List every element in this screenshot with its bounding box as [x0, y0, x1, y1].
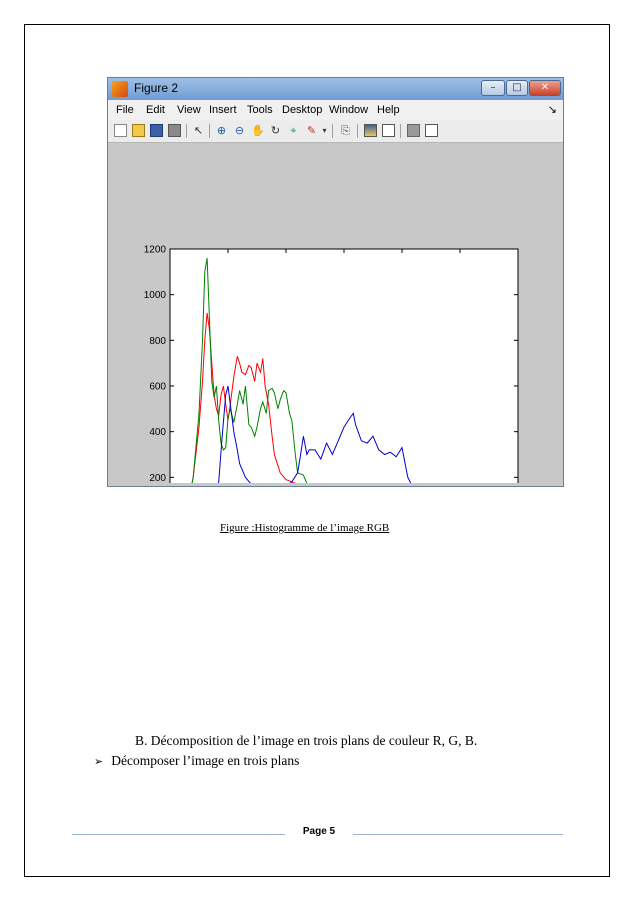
menu-help[interactable]: Help — [377, 104, 400, 116]
y-tick-label: 400 — [149, 427, 166, 439]
zoom-out-icon[interactable]: ⊖ — [234, 124, 245, 137]
save-icon[interactable] — [150, 124, 163, 137]
bullet-item — [94, 753, 299, 769]
menu-desktop[interactable]: Desktop — [282, 104, 323, 116]
menu-file[interactable]: File — [116, 104, 134, 116]
brush-icon[interactable]: ✎ — [306, 124, 317, 137]
open-file-icon[interactable] — [132, 124, 145, 137]
minimize-button[interactable]: – — [481, 80, 505, 96]
hide-plot-tools-icon[interactable] — [407, 124, 420, 137]
footer-rule-right — [353, 834, 563, 835]
pointer-icon[interactable]: ↖ — [193, 124, 204, 137]
menu-edit[interactable]: Edit — [146, 104, 165, 116]
y-tick-label: 200 — [149, 472, 166, 483]
zoom-in-icon[interactable]: ⊕ — [216, 124, 227, 137]
window-titlebar[interactable] — [108, 78, 563, 100]
data-cursor-icon[interactable]: ⌖ — [290, 124, 297, 137]
y-tick-label: 1200 — [143, 244, 166, 256]
toolbar-separator — [400, 124, 401, 138]
brush-dropdown-icon[interactable]: ▾ — [322, 126, 327, 135]
toolbar-separator — [186, 124, 187, 138]
figure-caption: Figure :Histogramme de l’image RGB — [220, 522, 390, 534]
menu-window[interactable]: Window — [329, 104, 369, 116]
menubar — [108, 100, 563, 120]
bullet-text: Décomposer l’image en trois plans — [111, 753, 300, 768]
y-tick-label: 1000 — [143, 290, 166, 302]
figure-toolbar — [108, 120, 563, 143]
toolbar-separator — [357, 124, 358, 138]
close-button[interactable]: ✕ — [529, 80, 561, 96]
colorbar-icon[interactable] — [364, 124, 377, 137]
arrow-bullet-icon: ➢ — [94, 755, 104, 768]
figure-window[interactable] — [107, 77, 564, 487]
toolbar-separator — [332, 124, 333, 138]
maximize-button[interactable]: □ — [506, 80, 528, 96]
menu-tools[interactable]: Tools — [247, 104, 273, 116]
dock-arrow-icon[interactable]: ↘ — [547, 104, 557, 116]
y-tick-label: 800 — [149, 335, 166, 347]
legend-icon[interactable] — [382, 124, 395, 137]
section-heading: B. Décomposition de l’image en trois plans de couleur R, G, B. — [135, 733, 478, 748]
histogram-plot — [108, 143, 563, 483]
toolbar-separator — [209, 124, 210, 138]
menu-view[interactable]: View — [177, 104, 201, 116]
menu-insert[interactable]: Insert — [209, 104, 237, 116]
y-tick-label: 600 — [149, 381, 166, 393]
link-plot-icon[interactable]: ⎘ — [341, 124, 350, 137]
pan-hand-icon[interactable]: ✋ — [251, 124, 265, 137]
show-plot-tools-icon[interactable] — [425, 124, 438, 137]
print-icon[interactable] — [168, 124, 181, 137]
matlab-app-icon — [112, 81, 128, 97]
window-title: Figure 2 — [134, 81, 179, 95]
footer-rule-left — [72, 834, 285, 835]
new-figure-icon[interactable] — [114, 124, 127, 137]
page-number: Page 5 — [302, 826, 336, 837]
rotate-3d-icon[interactable]: ↻ — [270, 124, 281, 137]
